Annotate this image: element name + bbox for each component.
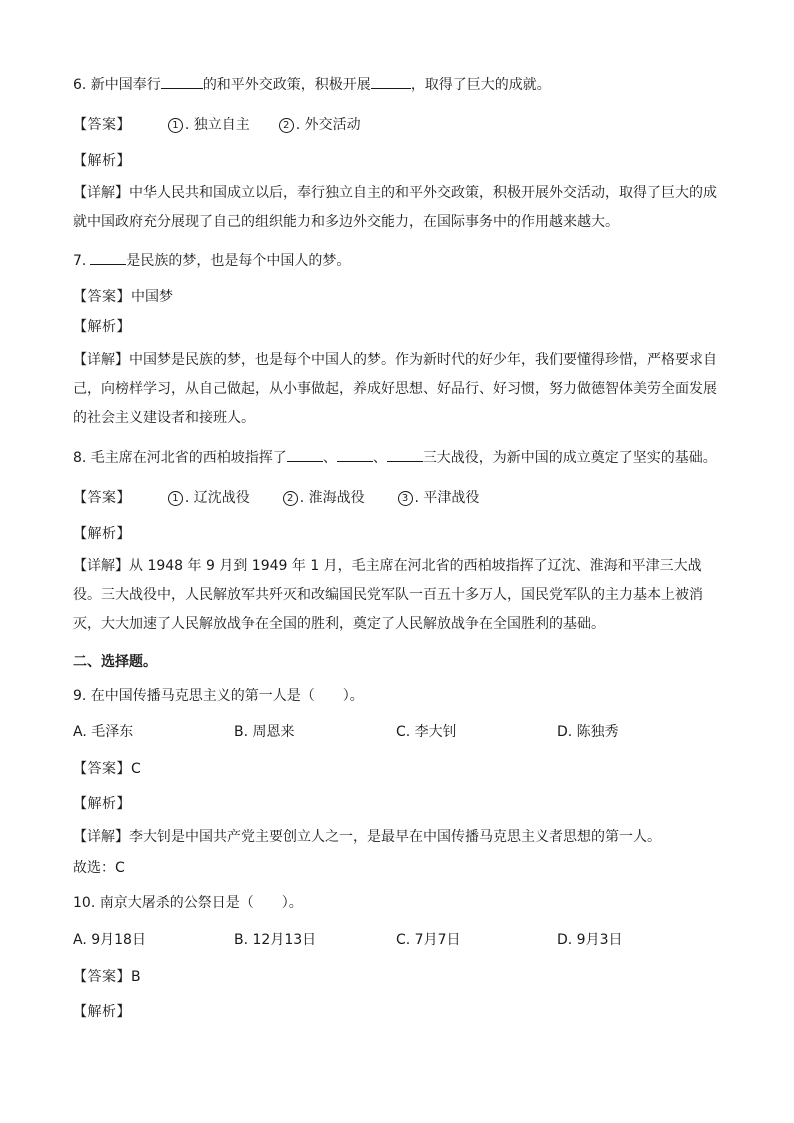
answer-item: . 淮海战役	[299, 490, 365, 506]
question-6-prefix: 6. 新中国奉行	[73, 77, 161, 93]
conclusion-9: 故选：C	[73, 860, 125, 876]
option-c: C. 7月7日	[396, 932, 461, 948]
option-d: D. 陈独秀	[557, 724, 619, 740]
answer-tag: 【答案】	[73, 490, 131, 506]
answer-text: B	[131, 969, 141, 985]
question-6-suffix: ，取得了巨大的成就。	[410, 77, 551, 93]
detail-text: 从 1948 年 9 月到 1949 年 1 月，毛主席在河北省的西柏坡指挥了辽沈、淮海和平津三大战役。三大战役中，人民解放军共歼灭和改编国民党军队一百五十多万人，国民党军队的主力基本上被消灭，大大加速了人民解放战争在全国的胜利，奠定了人民解放战争在全国胜利的基础。	[73, 558, 703, 632]
answer-6	[73, 115, 361, 135]
answer-7	[73, 287, 173, 307]
circled-number: 1	[168, 118, 183, 133]
circled-number: 1	[168, 491, 183, 506]
answer-item: . 平津战役	[414, 490, 480, 506]
option-a: A. 毛泽东	[73, 724, 134, 740]
detail-7	[73, 346, 725, 433]
question-7	[73, 250, 350, 271]
analysis-tag: 【解析】	[73, 319, 131, 335]
answer-item: . 外交活动	[295, 117, 361, 133]
question-6	[73, 74, 551, 95]
section-title: 二、选择题。	[73, 654, 157, 670]
circled-number: 2	[283, 491, 298, 506]
detail-tag: 【详解】	[73, 185, 129, 201]
circled-number: 2	[279, 118, 294, 133]
detail-text: 中华人民共和国成立以后，奉行独立自主的和平外交政策，积极开展外交活动，取得了巨大的成就中国政府充分展现了自己的组织能力和多边外交能力，在国际事务中的作用越来越大。	[73, 185, 717, 230]
detail-tag: 【详解】	[73, 829, 129, 845]
detail-9	[73, 827, 661, 847]
question-8	[73, 447, 717, 468]
question-10-stem: 10. 南京大屠杀的公祭日是（ ）。	[73, 895, 303, 911]
detail-8	[73, 552, 725, 639]
question-8-suffix: 三大战役，为新中国的成立奠定了坚实的基础。	[422, 450, 717, 466]
answer-9	[73, 759, 141, 779]
option-d: D. 9月3日	[557, 932, 623, 948]
option-b: B. 周恩来	[234, 724, 295, 740]
option-a: A. 9月18日	[73, 932, 146, 948]
blank	[337, 447, 373, 462]
detail-tag: 【详解】	[73, 558, 129, 574]
answer-tag: 【答案】	[73, 289, 131, 305]
detail-text: 中国梦是民族的梦，也是每个中国人的梦。作为新时代的好少年，我们要懂得珍惜，严格要求自己，向榜样学习，从自己做起，从小事做起，养成好思想、好品行、好习惯，努力做德智体美劳全面发展的社会主义建设者和接班人。	[73, 352, 717, 426]
question-7-suffix: 是民族的梦，也是每个中国人的梦。	[126, 253, 351, 269]
blank	[90, 250, 126, 265]
blank	[387, 447, 423, 462]
answer-tag: 【答案】	[73, 761, 131, 777]
question-8-prefix: 8. 毛主席在河北省的西柏坡指挥了	[73, 450, 287, 466]
question-9-stem: 9. 在中国传播马克思主义的第一人是（ ）。	[73, 688, 364, 704]
answer-tag: 【答案】	[73, 117, 131, 133]
separator: 、	[372, 450, 387, 466]
option-c: C. 李大钊	[396, 724, 457, 740]
analysis-tag: 【解析】	[73, 153, 131, 169]
circled-number: 3	[398, 491, 413, 506]
answer-text: C	[131, 761, 141, 777]
blank	[371, 74, 411, 89]
analysis-tag: 【解析】	[73, 1004, 131, 1020]
blank	[161, 74, 203, 89]
answer-text: 中国梦	[131, 289, 173, 305]
analysis-tag: 【解析】	[73, 796, 131, 812]
detail-text: 李大钊是中国共产党主要创立人之一，是最早在中国传播马克思主义者思想的第一人。	[129, 829, 661, 845]
answer-item: . 独立自主	[184, 117, 250, 133]
blank	[287, 447, 323, 462]
question-7-prefix: 7.	[73, 253, 87, 269]
answer-item: . 辽沈战役	[184, 490, 250, 506]
answer-10	[73, 967, 141, 987]
question-6-mid: 的和平外交政策，积极开展	[202, 77, 371, 93]
analysis-tag: 【解析】	[73, 526, 131, 542]
answer-tag: 【答案】	[73, 969, 131, 985]
detail-6	[73, 179, 725, 237]
answer-8	[73, 488, 479, 508]
detail-tag: 【详解】	[73, 352, 129, 368]
separator: 、	[322, 450, 337, 466]
option-b: B. 12月13日	[234, 932, 317, 948]
